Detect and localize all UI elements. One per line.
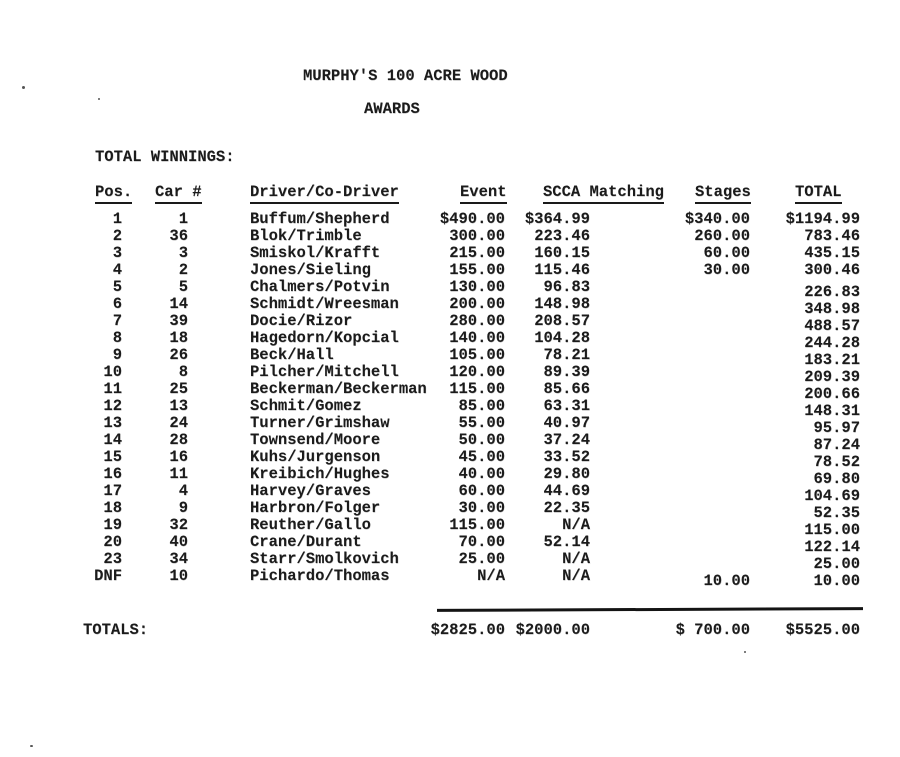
cell-driver: Buffum/Shepherd <box>250 210 390 228</box>
col-header-stages: Stages <box>695 183 751 204</box>
totals-scca-value: $2000.00 <box>515 621 590 639</box>
table-row <box>0 295 900 318</box>
cell-event: 115.00 <box>449 516 505 534</box>
cell-total: 25.00 <box>813 555 860 573</box>
cell-stages: $340.00 <box>684 210 750 228</box>
table-row <box>0 431 900 454</box>
totals-row <box>0 622 900 639</box>
cell-driver: Starr/Smolkovich <box>250 550 399 568</box>
cell-car: 25 <box>169 380 188 398</box>
cell-driver: Pichardo/Thomas <box>250 567 390 585</box>
cell-scca: 29.80 <box>543 465 590 483</box>
cell-driver: Crane/Durant <box>250 533 362 551</box>
cell-car: 34 <box>169 550 188 568</box>
cell-pos: 15 <box>103 448 122 466</box>
cell-scca: 63.31 <box>543 397 590 415</box>
cell-pos: 11 <box>103 380 122 398</box>
cell-driver: Schmidt/Wreesman <box>250 295 399 313</box>
cell-total: 783.46 <box>804 227 860 245</box>
scan-speck <box>98 98 100 100</box>
cell-event: 300.00 <box>449 227 505 245</box>
cell-car: 1 <box>178 210 188 228</box>
cell-pos: 3 <box>112 244 122 262</box>
cell-total: 348.98 <box>804 300 860 318</box>
cell-event: 280.00 <box>449 312 505 330</box>
cell-event: 155.00 <box>449 261 505 279</box>
cell-total: $1194.99 <box>785 210 860 228</box>
cell-total: 69.80 <box>813 470 860 488</box>
cell-driver: Blok/Trimble <box>250 227 362 245</box>
cell-event: 120.00 <box>449 363 505 381</box>
cell-event: 40.00 <box>458 465 505 483</box>
cell-total: 95.97 <box>813 419 860 437</box>
cell-total: 10.00 <box>813 572 860 590</box>
cell-scca: 96.83 <box>543 278 590 296</box>
totals-total-value: $5525.00 <box>785 621 860 639</box>
scan-speck <box>22 86 25 89</box>
cell-event: 200.00 <box>449 295 505 313</box>
cell-event: 140.00 <box>449 329 505 347</box>
cell-scca: 44.69 <box>543 482 590 500</box>
cell-total: 52.35 <box>813 504 860 522</box>
table-row <box>0 499 900 522</box>
cell-total: 244.28 <box>804 334 860 352</box>
table-row <box>0 397 900 420</box>
cell-pos: 10 <box>103 363 122 381</box>
cell-event: 115.00 <box>449 380 505 398</box>
table-row <box>0 533 900 556</box>
cell-scca: 89.39 <box>543 363 590 381</box>
cell-car: 24 <box>169 414 188 432</box>
cell-scca: 223.46 <box>534 227 590 245</box>
cell-total: 488.57 <box>804 317 860 335</box>
cell-car: 14 <box>169 295 188 313</box>
cell-stages: 60.00 <box>703 244 750 262</box>
cell-car: 36 <box>169 227 188 245</box>
cell-pos: 13 <box>103 414 122 432</box>
cell-event: 60.00 <box>458 482 505 500</box>
cell-scca: 33.52 <box>543 448 590 466</box>
cell-scca: N/A <box>562 567 590 585</box>
cell-event: 215.00 <box>449 244 505 262</box>
cell-car: 40 <box>169 533 188 551</box>
col-header-event: Event <box>460 183 507 204</box>
table-row <box>0 245 900 262</box>
scan-speck <box>30 745 33 747</box>
cell-total: 200.66 <box>804 385 860 403</box>
table-row <box>0 414 900 437</box>
cell-car: 39 <box>169 312 188 330</box>
table-row <box>0 346 900 369</box>
cell-scca: 104.28 <box>534 329 590 347</box>
cell-pos: 20 <box>103 533 122 551</box>
table-row <box>0 448 900 471</box>
cell-stages: 260.00 <box>694 227 750 245</box>
cell-pos: 8 <box>112 329 122 347</box>
cell-scca: 148.98 <box>534 295 590 313</box>
cell-driver: Hagedorn/Kopcial <box>250 329 399 347</box>
cell-driver: Beck/Hall <box>250 346 334 364</box>
cell-total: 122.14 <box>804 538 860 556</box>
cell-scca: 52.14 <box>543 533 590 551</box>
cell-scca: 85.66 <box>543 380 590 398</box>
cell-total: 183.21 <box>804 351 860 369</box>
cell-total: 300.46 <box>804 261 860 279</box>
cell-car: 9 <box>178 499 188 517</box>
cell-total: 87.24 <box>813 436 860 454</box>
cell-event: 105.00 <box>449 346 505 364</box>
cell-pos: 7 <box>112 312 122 330</box>
totals-event-value: $2825.00 <box>430 621 505 639</box>
table-row <box>0 567 900 590</box>
cell-car: 8 <box>178 363 188 381</box>
cell-pos: 6 <box>112 295 122 313</box>
cell-car: 28 <box>169 431 188 449</box>
table-row <box>0 550 900 573</box>
table-row <box>0 465 900 488</box>
cell-scca: $364.99 <box>524 210 590 228</box>
cell-stages: 10.00 <box>703 572 750 590</box>
cell-car: 10 <box>169 567 188 585</box>
cell-car: 16 <box>169 448 188 466</box>
cell-total: 148.31 <box>804 402 860 420</box>
cell-pos: 5 <box>112 278 122 296</box>
cell-scca: 37.24 <box>543 431 590 449</box>
cell-pos: 4 <box>112 261 122 279</box>
col-header-car: Car # <box>155 183 202 204</box>
cell-driver: Docie/Rizor <box>250 312 353 330</box>
cell-driver: Reuther/Gallo <box>250 516 371 534</box>
totals-separator-line <box>437 607 863 611</box>
cell-driver: Kreibich/Hughes <box>250 465 390 483</box>
cell-scca: 78.21 <box>543 346 590 364</box>
cell-pos: 14 <box>103 431 122 449</box>
totals-label: TOTALS: <box>83 621 149 639</box>
table-row <box>0 211 900 228</box>
col-header-pos: Pos. <box>95 183 132 204</box>
cell-stages: 30.00 <box>703 261 750 279</box>
cell-scca: N/A <box>562 516 590 534</box>
table-row <box>0 262 900 279</box>
cell-pos: 1 <box>112 210 122 228</box>
cell-event: $490.00 <box>439 210 505 228</box>
cell-scca: 160.15 <box>534 244 590 262</box>
cell-car: 18 <box>169 329 188 347</box>
cell-driver: Pilcher/Mitchell <box>250 363 399 381</box>
cell-scca: 115.46 <box>534 261 590 279</box>
cell-scca: N/A <box>562 550 590 568</box>
cell-pos: 12 <box>103 397 122 415</box>
cell-event: 50.00 <box>458 431 505 449</box>
cell-event: 30.00 <box>458 499 505 517</box>
cell-car: 13 <box>169 397 188 415</box>
cell-pos: 18 <box>103 499 122 517</box>
cell-total: 226.83 <box>804 283 860 301</box>
cell-event: 130.00 <box>449 278 505 296</box>
table-row <box>0 278 900 301</box>
cell-pos: 23 <box>103 550 122 568</box>
table-row <box>0 380 900 403</box>
scan-speck <box>744 651 746 653</box>
cell-pos: 16 <box>103 465 122 483</box>
totals-stages-value: $ 700.00 <box>675 621 750 639</box>
cell-total: 435.15 <box>804 244 860 262</box>
table-row <box>0 329 900 352</box>
cell-car: 26 <box>169 346 188 364</box>
col-header-driver: Driver/Co-Driver <box>250 183 399 204</box>
cell-scca: 40.97 <box>543 414 590 432</box>
cell-driver: Townsend/Moore <box>250 431 381 449</box>
cell-driver: Harvey/Graves <box>250 482 371 500</box>
cell-driver: Smiskol/Krafft <box>250 244 381 262</box>
cell-driver: Schmit/Gomez <box>250 397 362 415</box>
cell-pos: 17 <box>103 482 122 500</box>
cell-event: 45.00 <box>458 448 505 466</box>
cell-pos: 2 <box>112 227 122 245</box>
cell-event: 55.00 <box>458 414 505 432</box>
cell-total: 115.00 <box>804 521 860 539</box>
cell-car: 4 <box>178 482 188 500</box>
cell-pos: 9 <box>112 346 122 364</box>
cell-total: 104.69 <box>804 487 860 505</box>
cell-pos: 19 <box>103 516 122 534</box>
table-row <box>0 312 900 335</box>
cell-driver: Harbron/Folger <box>250 499 381 517</box>
cell-total: 209.39 <box>804 368 860 386</box>
cell-event: 85.00 <box>458 397 505 415</box>
cell-driver: Kuhs/Jurgenson <box>250 448 381 466</box>
cell-driver: Chalmers/Potvin <box>250 278 390 296</box>
cell-scca: 208.57 <box>534 312 590 330</box>
table-row <box>0 363 900 386</box>
cell-pos: DNF <box>94 567 122 585</box>
section-label-total-winnings: TOTAL WINNINGS: <box>95 148 235 166</box>
cell-total: 78.52 <box>813 453 860 471</box>
cell-car: 32 <box>169 516 188 534</box>
cell-driver: Turner/Grimshaw <box>250 414 390 432</box>
cell-car: 3 <box>178 244 188 262</box>
cell-event: 70.00 <box>458 533 505 551</box>
table-row <box>0 516 900 539</box>
document-subtitle: AWARDS <box>364 100 420 118</box>
cell-event: N/A <box>477 567 505 585</box>
table-row <box>0 482 900 505</box>
table-row <box>0 228 900 245</box>
col-header-total: TOTAL <box>795 183 842 204</box>
cell-event: 25.00 <box>458 550 505 568</box>
cell-car: 5 <box>178 278 188 296</box>
cell-scca: 22.35 <box>543 499 590 517</box>
col-header-scca-matching: SCCA Matching <box>543 183 664 204</box>
cell-driver: Beckerman/Beckerman <box>250 380 427 398</box>
cell-driver: Jones/Sieling <box>250 261 371 279</box>
cell-car: 2 <box>178 261 188 279</box>
document-title: MURPHY'S 100 ACRE WOOD <box>303 67 508 85</box>
cell-car: 11 <box>169 465 188 483</box>
